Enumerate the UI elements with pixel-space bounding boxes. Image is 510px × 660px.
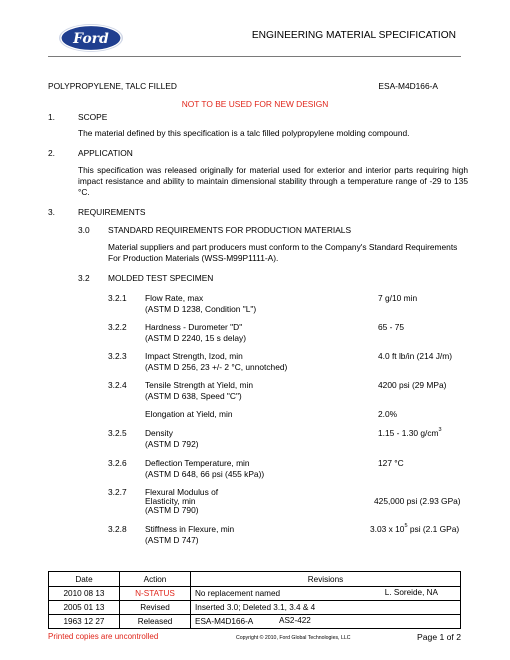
table-row bbox=[49, 587, 461, 601]
requirement-value: 7 g/10 min bbox=[378, 293, 418, 303]
requirement-test-method: (ASTM D 792) bbox=[145, 439, 199, 449]
stiffness-exponent: 5 bbox=[404, 523, 408, 529]
ford-logo-text: Ford bbox=[73, 31, 109, 47]
requirement-test-method: (ASTM D 1238, Condition "L") bbox=[145, 304, 257, 314]
requirement-number: 3.2.1 bbox=[108, 293, 127, 303]
spec-number: ESA-M4D166-A bbox=[378, 81, 438, 91]
requirement-number: 3.2.2 bbox=[108, 322, 127, 332]
copyright-notice: Copyright © 2010, Ford Global Technologies, LLC bbox=[236, 635, 351, 641]
section-title-requirements: REQUIREMENTS bbox=[78, 207, 146, 217]
requirement-name: Density bbox=[145, 428, 173, 438]
requirement-test-method: (ASTM D 648, 66 psi (455 kPa)) bbox=[145, 469, 265, 479]
requirement-name: Deflection Temperature, min bbox=[145, 458, 250, 468]
column-header-action: Action bbox=[120, 572, 191, 587]
requirement-value bbox=[370, 524, 459, 534]
requirement-number: 3.2.5 bbox=[108, 428, 127, 438]
standard-requirements-text: Material suppliers and part producers must conform to the Company's Standard Requirements For Production Materials (WSS-M99P1111-A). bbox=[108, 242, 458, 263]
revision-action: N-STATUS bbox=[120, 587, 191, 601]
table-row bbox=[49, 615, 461, 629]
revision-description: No replacement named bbox=[195, 589, 281, 598]
requirement-test-method: (ASTM D 2240, 15 s delay) bbox=[145, 333, 247, 343]
stiffness-value-prefix: 3.03 x 10 bbox=[370, 524, 405, 534]
document-title: ENGINEERING MATERIAL SPECIFICATION bbox=[251, 30, 456, 41]
stiffness-value-suffix: psi (2.1 GPa) bbox=[407, 524, 460, 534]
subsection-title-standard: STANDARD REQUIREMENTS FOR PRODUCTION MATERIALS bbox=[108, 225, 352, 235]
subsection-number: 3.2 bbox=[78, 273, 90, 283]
density-value: 1.15 - 1.30 g/cm bbox=[378, 428, 439, 438]
revision-action: Revised bbox=[120, 601, 191, 615]
requirement-number: 3.2.7 bbox=[108, 487, 127, 497]
section-number: 3. bbox=[48, 207, 55, 217]
table-row bbox=[49, 601, 461, 615]
requirement-number: 3.2.8 bbox=[108, 524, 127, 534]
application-text: This specification was released originally for material used for exterior and interior parts requiring high impact resistance and ability to maintain dimensional stability through a temperature range of -29 to 135 °C. bbox=[78, 165, 468, 197]
requirement-value: 2.0% bbox=[378, 409, 398, 419]
requirement-value: 4.0 ft lb/in (214 J/m) bbox=[378, 351, 453, 361]
section-title-application: APPLICATION bbox=[78, 148, 133, 158]
revision-action: Released bbox=[120, 615, 191, 629]
revision-description-cell bbox=[191, 615, 461, 629]
revision-description: Inserted 3.0; Deleted 3.1, 3.4 & 4 bbox=[191, 601, 461, 615]
requirement-test-method: (ASTM D 256, 23 +/- 2 °C, unnotched) bbox=[145, 362, 288, 372]
column-header-revisions: Revisions bbox=[191, 572, 461, 587]
revision-table-header bbox=[49, 572, 461, 587]
requirement-name: Tensile Strength at Yield, min bbox=[145, 380, 254, 390]
requirement-test-method: (ASTM D 790) bbox=[145, 505, 199, 515]
page-number: Page 1 of 2 bbox=[417, 632, 461, 642]
section-number: 1. bbox=[48, 112, 55, 122]
revision-date: 1963 12 27 bbox=[49, 615, 120, 629]
revision-reference: AS2-422 bbox=[279, 616, 311, 625]
requirement-value bbox=[378, 428, 442, 438]
requirement-name: Flexural Modulus of bbox=[145, 487, 219, 497]
revision-description-cell bbox=[191, 587, 461, 601]
requirement-name: Elongation at Yield, min bbox=[145, 409, 233, 419]
material-name: POLYPROPYLENE, TALC FILLED bbox=[48, 81, 177, 91]
requirement-name: Hardness - Durometer "D" bbox=[145, 322, 243, 332]
requirement-value: 425,000 psi (2.93 GPa) bbox=[374, 496, 461, 506]
header-divider bbox=[48, 56, 461, 57]
design-warning: NOT TO BE USED FOR NEW DESIGN bbox=[181, 99, 329, 109]
requirement-name: Stiffness in Flexure, min bbox=[145, 524, 235, 534]
density-exponent: 3 bbox=[438, 427, 442, 433]
requirement-value: 4200 psi (29 MPa) bbox=[378, 380, 447, 390]
requirement-number: 3.2.4 bbox=[108, 380, 127, 390]
subsection-title-molded: MOLDED TEST SPECIMEN bbox=[108, 273, 214, 283]
column-header-date: Date bbox=[49, 572, 120, 587]
requirement-value: 65 - 75 bbox=[378, 322, 405, 332]
revision-date: 2005 01 13 bbox=[49, 601, 120, 615]
revision-table bbox=[48, 571, 461, 629]
uncontrolled-notice: Printed copies are uncontrolled bbox=[48, 632, 159, 641]
revision-author: L. Soreide, NA bbox=[384, 588, 438, 597]
requirement-test-method: (ASTM D 638, Speed "C") bbox=[145, 391, 242, 401]
scope-text: The material defined by this specification is a talc filled polypropylene molding compound. bbox=[78, 128, 410, 138]
requirement-value: 127 °C bbox=[378, 458, 404, 468]
requirement-name: Flow Rate, max bbox=[145, 293, 204, 303]
requirement-number: 3.2.3 bbox=[108, 351, 127, 361]
requirement-name: Impact Strength, Izod, min bbox=[145, 351, 243, 361]
section-title-scope: SCOPE bbox=[78, 112, 108, 122]
requirement-test-method: (ASTM D 747) bbox=[145, 535, 199, 545]
requirement-number: 3.2.6 bbox=[108, 458, 127, 468]
section-number: 2. bbox=[48, 148, 55, 158]
revision-description: ESA-M4D166-A bbox=[195, 617, 254, 626]
requirement-name-continued: Elasticity, min bbox=[145, 496, 196, 506]
subsection-number: 3.0 bbox=[78, 225, 90, 235]
revision-date: 2010 08 13 bbox=[49, 587, 120, 601]
